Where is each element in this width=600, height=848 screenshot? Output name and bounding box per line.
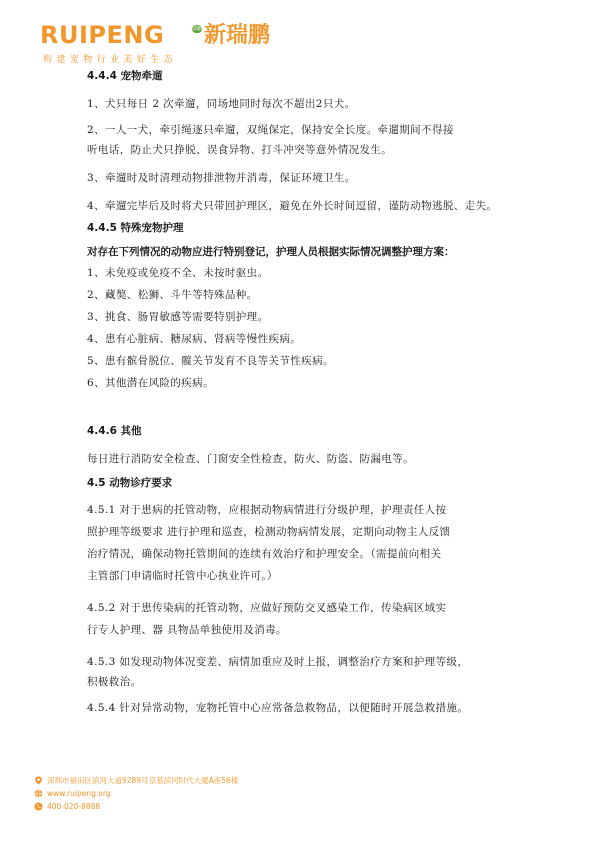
page-footer — [34, 774, 238, 813]
paragraph: 4、牵遛完毕后及时将犬只带回护理区，避免在外长时间逗留，谨防动物逃脱、走失。 — [87, 200, 498, 212]
paragraph: 4.5.2 对于患传染病的托管动物，应做好预防交叉感染工作，传染病区域实 — [87, 602, 447, 614]
logo-badge: 瑞鹏 — [192, 26, 203, 32]
paragraph: 照护理等级要求 进行护理和巡查，检测动物病情发展，定期向动物主人反馈 — [87, 526, 451, 538]
paragraph: 3、牵遛时及时清理动物排泄物并消毒，保证环境卫生。 — [87, 172, 356, 184]
paragraph: 4.5.4 针对异常动物，宠物托管中心应常备急救物品，以便随时开展急救措施。 — [87, 702, 469, 714]
list-item: 5、患有髌骨脱位、髋关节发育不良等关节性疾病。 — [87, 355, 334, 367]
paragraph: 1、犬只每日 2 次牵遛，同场地同时每次不超出2只犬。 — [87, 98, 356, 110]
company-logo — [40, 21, 271, 66]
footer-website — [34, 787, 238, 800]
footer-address-text: 深圳市福田区滨河大道9289号京基滨河时代大厦A座56楼 — [47, 776, 239, 785]
globe-icon — [34, 789, 43, 798]
paragraph: 治疗情况，确保动物托管期间的连续有效治疗和护理安全。（需提前向相关 — [87, 548, 442, 560]
section-title-4-4-4: 4.4.4 宠物牵遛 — [87, 70, 163, 82]
list-item: 4、患有心脏病、糖尿病、肾病等慢性疾病。 — [87, 333, 302, 345]
logo-wordmark: RUIPENG — [40, 21, 165, 49]
phone-icon — [34, 802, 43, 811]
document-body — [87, 68, 527, 718]
location-pin-icon — [34, 776, 43, 785]
paragraph: 4.5.1 对于患病的托管动物，应根据动物病情进行分级护理，护理责任人按 — [87, 504, 447, 516]
paragraph: 积极救治。 — [87, 676, 142, 688]
footer-address — [34, 774, 238, 787]
footer-phone — [34, 800, 238, 813]
section-title-4-4-6: 4.4.6 其他 — [87, 425, 142, 437]
footer-phone-text: 400-020-8888 — [47, 802, 101, 811]
paragraph: 听电话，防止犬只挣脱、误食异物、打斗冲突等意外情况发生。 — [87, 144, 393, 156]
logo-slogan: 构建宠物行业美好生态 — [43, 55, 178, 65]
paragraph: 行专人护理、器 具物品单独使用及消毒。 — [87, 624, 287, 636]
footer-website-text: www.ruipeng.org — [47, 789, 111, 798]
paragraph: 每日进行消防安全检查、门窗安全性检查，防火、防盗、防漏电等。 — [87, 453, 414, 465]
list-item: 6、其他潜在风险的疾病。 — [87, 377, 214, 389]
list-item: 3、挑食、肠胃敏感等需要特别护理。 — [87, 311, 269, 323]
section-intro: 对存在下列情况的动物应进行特别登记，护理人员根据实际情况调整护理方案： — [87, 246, 455, 258]
section-title-4-5: 4.5 动物诊疗要求 — [87, 477, 173, 489]
paragraph: 主管部门申请临时托管中心执业许可。） — [87, 570, 278, 582]
paragraph: 2、一人一犬，牵引绳逐只牵遛，双绳保定，保持安全长度。牵遛期间不得接 — [87, 124, 454, 136]
list-item: 2、藏獒、松狮、斗牛等特殊品种。 — [87, 289, 258, 301]
logo-chinese-name: 新瑞鹏 — [204, 23, 271, 48]
list-item: 1、未免疫或免疫不全、未按时驱虫。 — [87, 267, 269, 279]
section-title-4-4-5: 4.4.5 特殊宠物护理 — [87, 222, 184, 234]
paragraph: 4.5.3 如发现动物体况变差、病情加重应及时上报，调整治疗方案和护理等级， — [87, 656, 469, 668]
